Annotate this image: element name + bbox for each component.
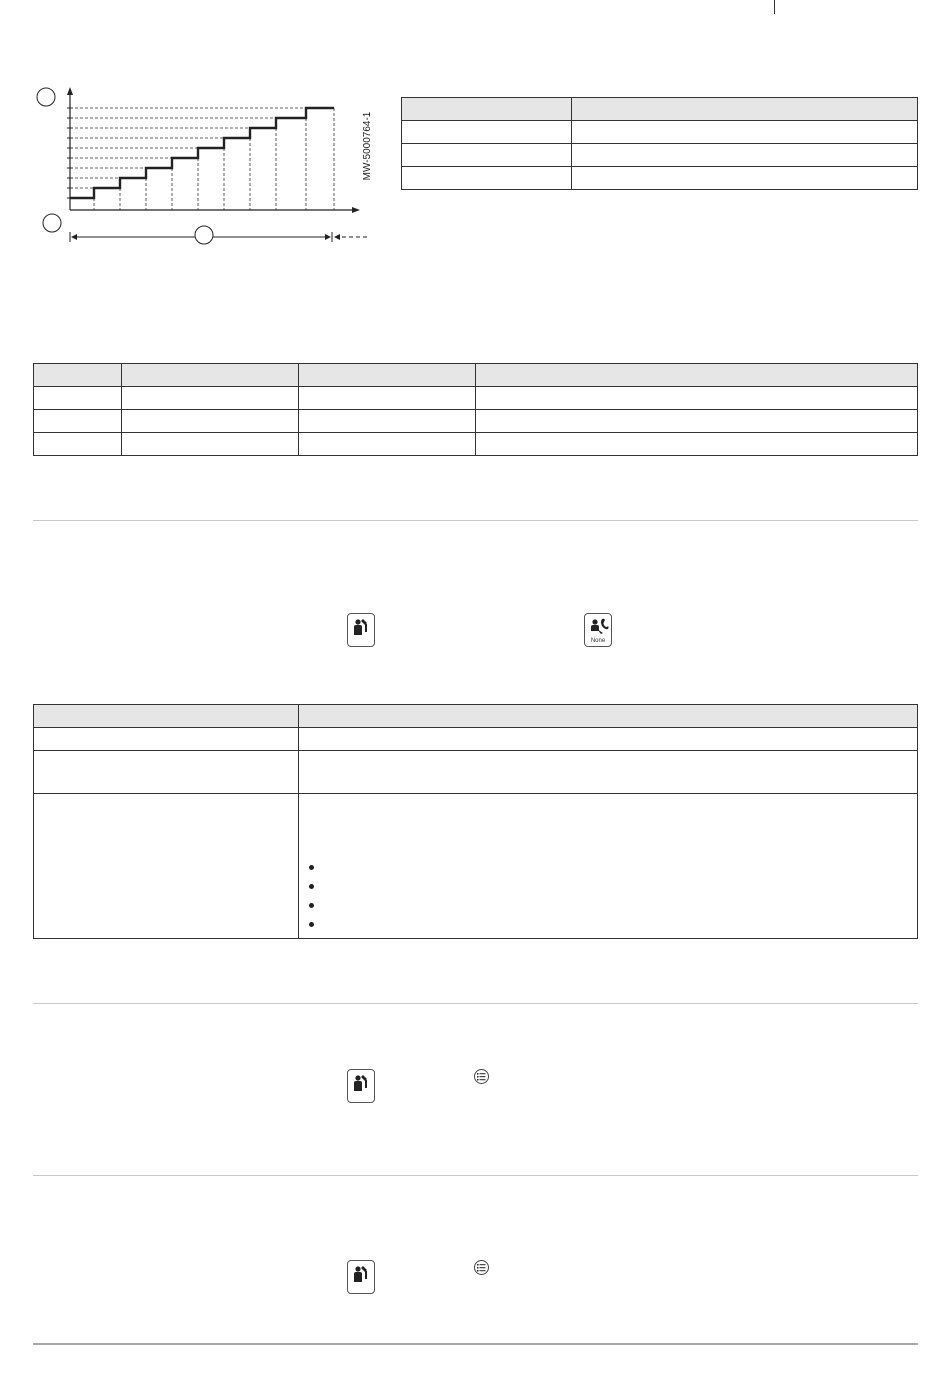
installer-tool-icon[interactable]: [347, 613, 375, 647]
table-row: [34, 794, 918, 939]
table-row: [34, 728, 918, 751]
table-header: [402, 98, 572, 121]
table-row: [34, 387, 918, 410]
menu-list-icon[interactable]: [474, 1260, 489, 1275]
table-row: [34, 410, 918, 433]
service-contact-icon[interactable]: [584, 613, 612, 647]
list-item: [299, 916, 917, 935]
parameter-table: [33, 363, 918, 456]
legend-table: [401, 97, 918, 190]
table-header: [299, 705, 918, 728]
table-header: [34, 364, 122, 387]
table-header: [476, 364, 918, 387]
step-function-diagram: [30, 82, 375, 252]
table-header: [572, 98, 918, 121]
table-row: [34, 433, 918, 456]
list-item: [299, 878, 917, 897]
installer-tool-icon[interactable]: [347, 1069, 375, 1103]
contact-label: None: [590, 638, 606, 644]
section-divider: [33, 1003, 918, 1004]
settings-table: [33, 704, 918, 939]
section-divider: [33, 1175, 918, 1176]
installer-tool-icon[interactable]: [347, 1260, 375, 1294]
bullet-list: [299, 859, 917, 935]
list-item: [299, 859, 917, 878]
crop-mark: [774, 0, 775, 14]
table-row: [34, 751, 918, 794]
table-row: [402, 144, 918, 167]
menu-list-icon[interactable]: [474, 1069, 489, 1084]
figure-code: MW-5000764-1: [362, 111, 373, 181]
table-header: [122, 364, 299, 387]
table-header: [34, 705, 299, 728]
table-row: [402, 121, 918, 144]
page-footer-rule: [33, 1343, 918, 1345]
table-row: [402, 167, 918, 190]
table-header: [299, 364, 476, 387]
list-item: [299, 897, 917, 916]
section-divider: [33, 520, 918, 521]
